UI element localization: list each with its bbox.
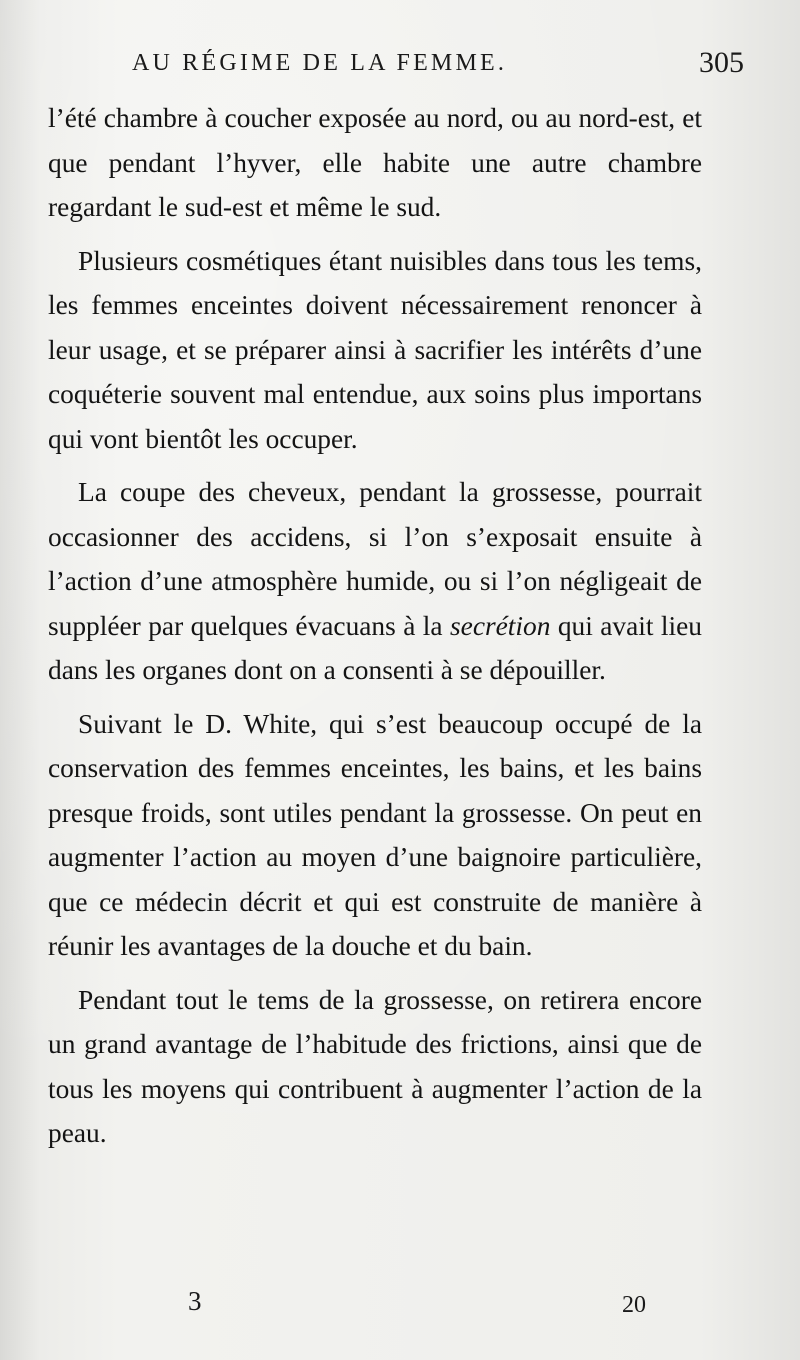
paragraph-3-text-after: qui avait lieu dans les organes dont on a consenti à se dépouiller. (48, 610, 702, 685)
paragraph-3-text-before: La coupe des cheveux, pendant la grossesse, pourrait occasionner des accidens, si l’on s’exposait ensuite à l’action d’une atmosphère humide, ou si l’on négligeait de suppléer par quelques évacuans à la (48, 477, 702, 641)
paragraph-1: l’été chambre à coucher exposée au nord, ou au nord-est, et que pendant l’hyver, elle habite une autre chambre regardant le sud-est et même le sud. (48, 103, 702, 222)
running-title: AU RÉGIME DE LA FEMME. (132, 50, 508, 76)
paragraph-5: Pendant tout le tems de la grossesse, on retirera encore un grand avantage de l’habitude des frictions, ainsi que de tous les moyens qui contribuent à augmenter l’action de la peau. (48, 984, 702, 1148)
page-header (52, 44, 752, 88)
body-text (48, 96, 702, 1156)
paragraph-4: Suivant le D. White, qui s’est beaucoup occupé de la conservation des femmes enceintes, les bains, et les bains presque froids, sont utiles pendant la grossesse. On peut en augmenter l’action au moyen d’une baignoire particulière, que ce médecin décrit et qui est construite de manière à réunir les avantages de la douche et du bain. (48, 708, 702, 961)
page-number: 305 (699, 46, 744, 79)
emphasized-word: secrétion (450, 610, 551, 641)
sheet-number: 20 (622, 1292, 646, 1318)
page-footer (48, 1286, 702, 1336)
paragraph-2: Plusieurs cosmétiques étant nuisibles dans tous les tems, les femmes enceintes doivent nécessairement renoncer à leur usage, et se préparer ainsi à sacrifier les intérêts d’une coquéterie souvent mal entendue, aux soins plus importans qui vont bientôt les occuper. (48, 245, 702, 454)
signature-mark: 3 (188, 1286, 202, 1316)
paragraph-3 (48, 470, 702, 693)
